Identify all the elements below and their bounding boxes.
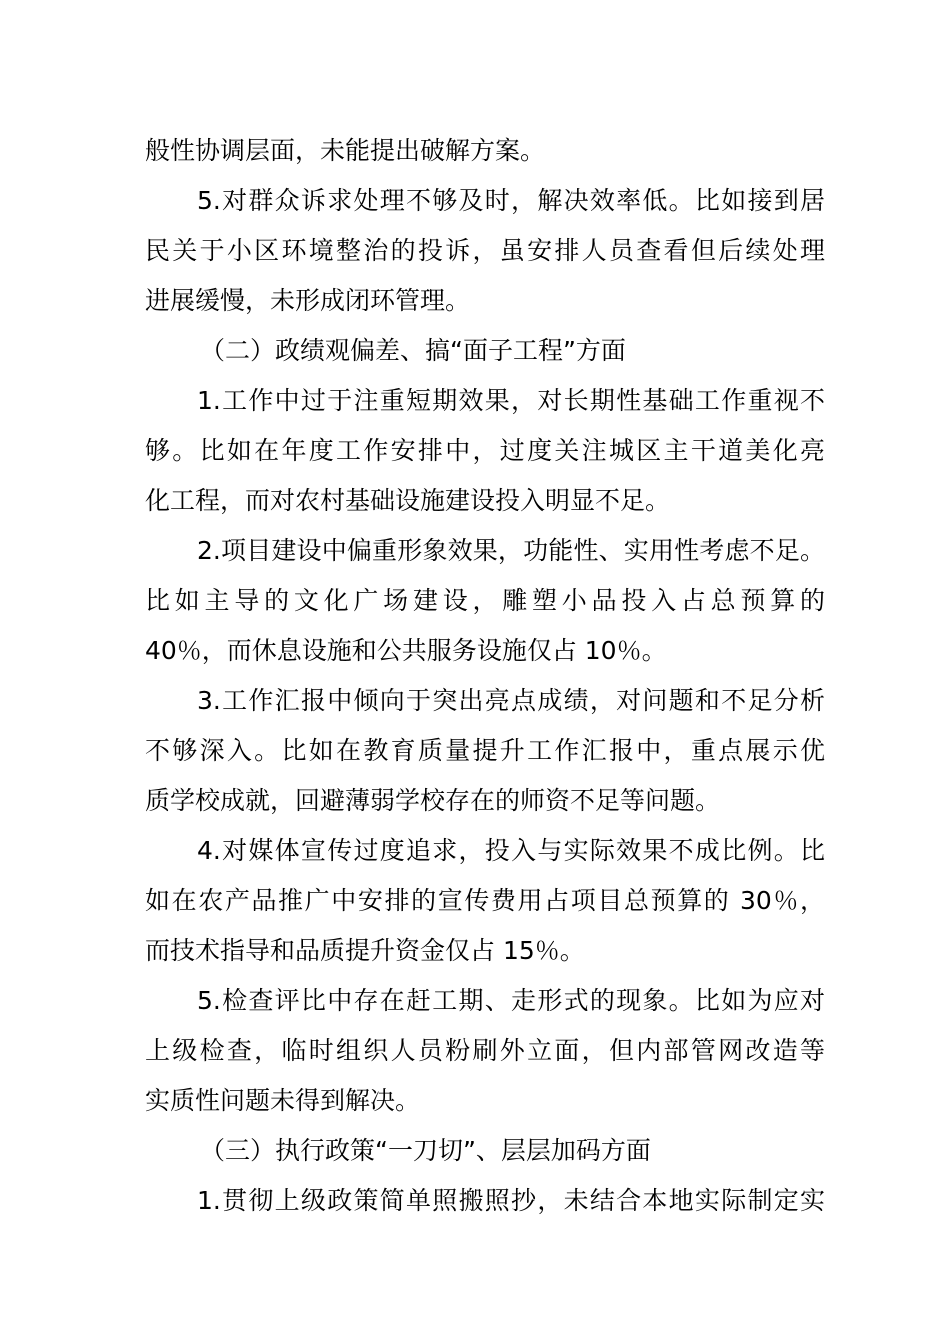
- text-line: 化工程，而对农村基础设施建设投入明显不足。: [145, 486, 671, 515]
- text-line: 如在农产品推广中安排的宣传费用占项目总预算的 30％，: [145, 886, 825, 915]
- text-line: 4.对媒体宣传过度追求，投入与实际效果不成比例。比: [197, 836, 825, 865]
- text-line: 上级检查，临时组织人员粉刷外立面，但内部管网改造等: [145, 1036, 825, 1065]
- text-line: 够。比如在年度工作安排中，过度关注城区主干道美化亮: [145, 436, 825, 465]
- text-line: 2.项目建设中偏重形象效果，功能性、实用性考虑不足。: [197, 536, 825, 565]
- text-line: 实质性问题未得到解决。: [145, 1086, 421, 1115]
- section-heading: （三）执行政策“一刀切”、层层加码方面: [200, 1136, 651, 1165]
- text-line: 5.对群众诉求处理不够及时，解决效率低。比如接到居: [197, 186, 825, 215]
- text-line: 40％，而休息设施和公共服务设施仅占 10％。: [145, 636, 667, 665]
- text-line: 般性协调层面，未能提出破解方案。: [145, 136, 546, 165]
- text-line: 而技术指导和品质提升资金仅占 15％。: [145, 936, 585, 965]
- text-line: 进展缓慢，未形成闭环管理。: [145, 286, 471, 315]
- text-line: 质学校成就，回避薄弱学校存在的师资不足等问题。: [145, 786, 721, 815]
- section-heading: （二）政绩观偏差、搞“面子工程”方面: [200, 336, 626, 365]
- text-line: 1.贯彻上级政策简单照搬照抄，未结合本地实际制定实: [197, 1186, 825, 1215]
- text-line: 3.工作汇报中倾向于突出亮点成绩，对问题和不足分析: [197, 686, 825, 715]
- text-line: 5.检查评比中存在赶工期、走形式的现象。比如为应对: [197, 986, 825, 1015]
- text-line: 1.工作中过于注重短期效果，对长期性基础工作重视不: [197, 386, 825, 415]
- text-line: 比如主导的文化广场建设，雕塑小品投入占总预算的: [145, 586, 825, 615]
- text-line: 民关于小区环境整治的投诉，虽安排人员查看但后续处理: [145, 236, 825, 265]
- text-line: 不够深入。比如在教育质量提升工作汇报中，重点展示优: [145, 736, 825, 765]
